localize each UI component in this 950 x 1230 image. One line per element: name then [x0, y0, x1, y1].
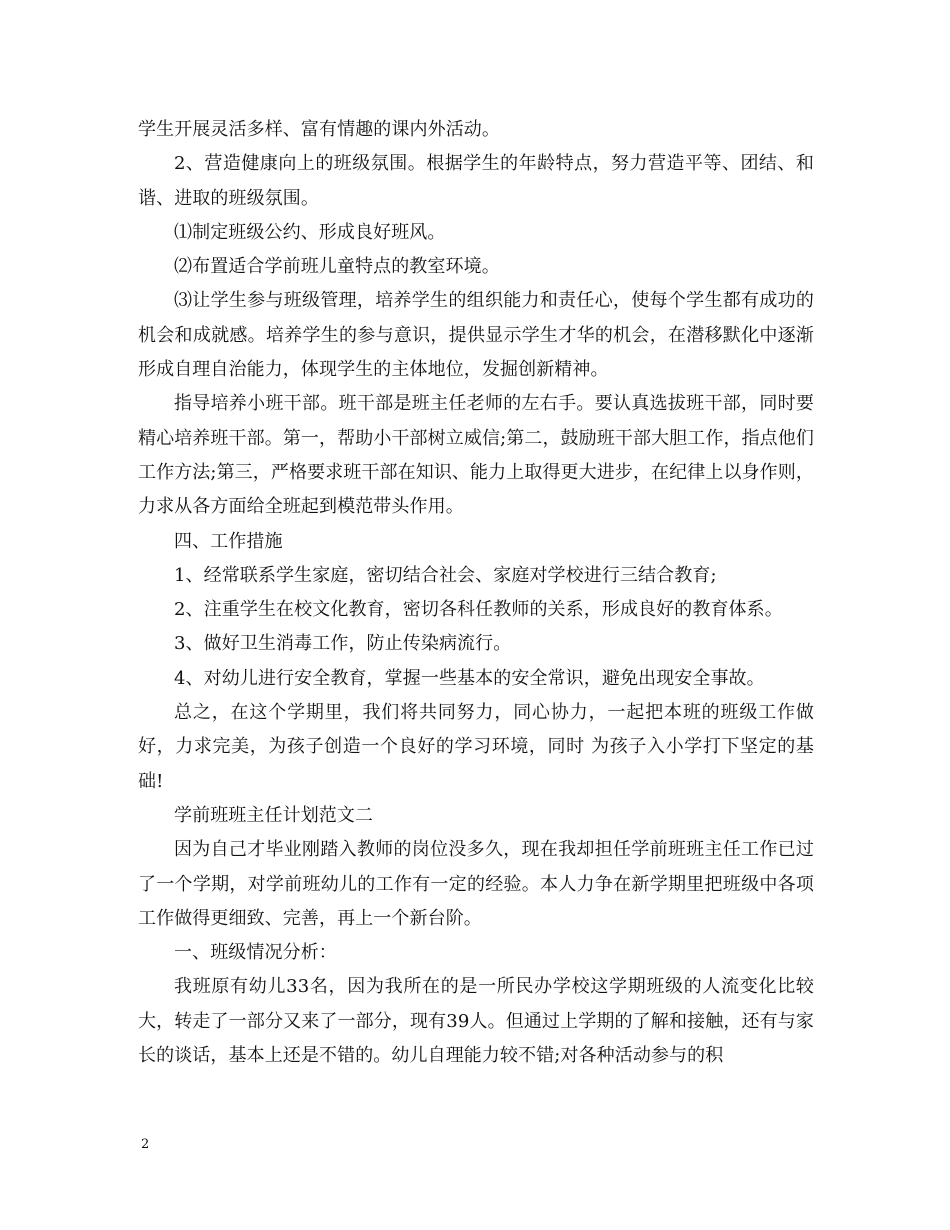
section-title: 学前班班主任计划范文二	[174, 804, 374, 826]
page-number: 2	[141, 1137, 150, 1152]
list-item: 2、注重学生在校文化教育，密切各科任教师的关系，形成良好的教育体系。	[174, 599, 783, 621]
list-item: 1、经常联系学生家庭，密切结合社会、家庭对学校进行三结合教育;	[174, 564, 717, 586]
list-item: ⑶让学生参与班级管理，培养学生的组织能力和责任心，使每个学生都有成功的机会和成就感。培养学生的参与意识，提供显示学生才华的机会，在潜移默化中逐渐形成自理自治能力，体现学生的主体地位，发掘创新精神。	[138, 290, 814, 381]
paragraph: 因为自己才毕业刚踏入教师的岗位没多久，现在我却担任学前班班主任工作已过了一个学期，对学前班幼儿的工作有一定的经验。本人力争在新学期里把班级中各项工作做得更细致、完善，再上一个新台阶。	[138, 839, 814, 929]
list-item: ⑴制定班级公约、形成良好班风。	[174, 221, 446, 243]
paragraph: 学生开展灵活多样、富有情趣的课内外活动。	[138, 119, 500, 140]
paragraph: 总之，在这个学期里，我们将共同努力，同心协力，一起把本班的班级工作做好，力求完美，为孩子创造一个良好的学习环境，同时 为孩子入小学打下坚定的基础!	[138, 702, 814, 792]
list-item: ⑵布置适合学前班儿童特点的教室环境。	[174, 256, 500, 278]
list-item: 4、对幼儿进行安全教育，掌握一些基本的安全常识，避免出现安全事故。	[174, 667, 765, 689]
paragraph: 我班原有幼儿33名，因为我所在的是一所民办学校这学期班级的人流变化比较大，转走了一部分又来了一部分，现有39人。但通过上学期的了解和接触，还有与家长的谈话，基本上还是不错的。幼儿自理能力较不错;对各种活动参与的积	[138, 976, 814, 1067]
list-item: 3、做好卫生消毒工作，防止传染病流行。	[174, 633, 512, 655]
section-heading: 一、班级情况分析：	[174, 942, 337, 964]
paragraph: 2、营造健康向上的班级氛围。根据学生的年龄特点，努力营造平等、团结、和谐、进取的班级氛围。	[138, 153, 814, 209]
paragraph: 指导培养小班干部。班干部是班主任老师的左右手。要认真选拔班干部，同时要精心培养班干部。第一，帮助小干部树立威信;第二，鼓励班干部大胆工作，指点他们工作方法;第三，严格要求班干部在知识、能力上取得更大进步，在纪律上以身作则，力求从各方面给全班起到模范带头作用。	[138, 393, 814, 518]
document-body	[138, 113, 814, 1073]
section-heading: 四、工作措施	[174, 530, 283, 552]
